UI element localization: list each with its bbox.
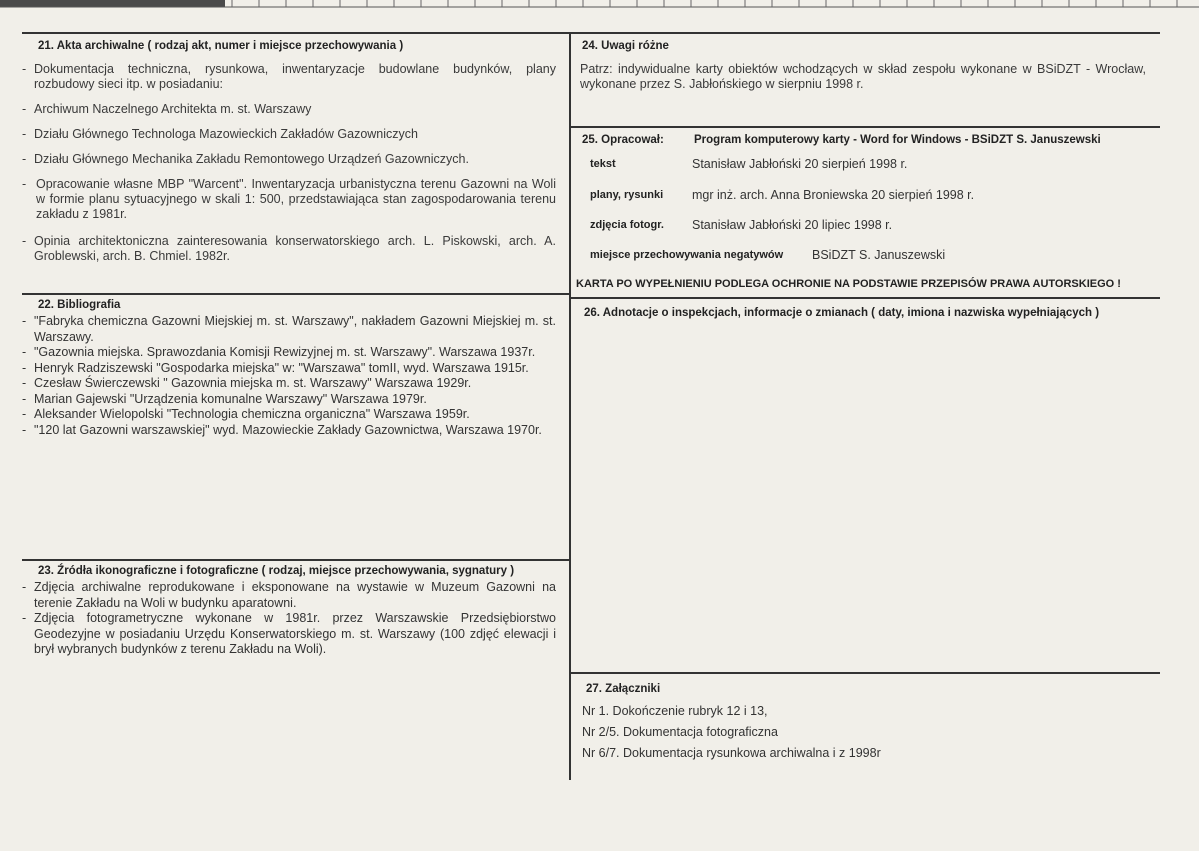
s21-item-3: - Działu Głównego Technologa Mazowieckich Zakładów Gazowniczych: [22, 127, 418, 141]
attachment-2: Nr 2/5. Dokumentacja fotograficzna: [582, 725, 778, 739]
iconography-list: [22, 580, 556, 658]
source-item-1: - Zdjęcia archiwalne reprodukowane i eksponowane na wystawie w Muzeum Gazowni na terenie Zakładu na Woli w budynku aparatowni.: [22, 580, 556, 610]
section-23-title: 23. Źródła ikonograficzne i fotograficzne ( rodzaj, miejsce przechowywania, sygnatury ): [38, 565, 515, 577]
value-zdjecia: Stanisław Jabłoński 20 lipiec 1998 r.: [692, 218, 893, 232]
bib-item-1: - "Fabryka chemiczna Gazowni Miejskiej m. st. Warszawy", nakładem Gazowni Miejskiej m. st. Warszawy.: [22, 314, 556, 344]
source-item-2: - Zdjęcia fotogrametryczne wykonane w 1981r. przez Warszawskie Przedsiębiorstwo Geodezyjne w posiadaniu Urzędu Konserwatorskiego m. st. Warszawy (100 zdjęć elewacji i brył wybranych budynków z terenu Zakładu na Woli).: [22, 611, 556, 656]
bib-item-4: - Czesław Świerczewski " Gazownia miejska m. st. Warszawy" Warszawa 1929r.: [22, 376, 472, 390]
s24-text: Patrz: indywidualne karty obiektów wchodzących w skład zespołu wykonane w BSiDZT - Wrocław, wykonane przez S. Jabłońskiego w sierpniu 1998 r.: [580, 62, 1146, 91]
s21-item-2: - Archiwum Naczelnego Architekta m. st. Warszawy: [22, 102, 312, 116]
top-border-right: [570, 32, 1160, 34]
top-ruler-strip: [0, 0, 1199, 14]
bib-item-3: - Henryk Radziszewski "Gospodarka miejska" w: "Warszawa" tomII, wyd. Warszawa 1915r.: [22, 360, 529, 375]
bib-item-6: - Aleksander Wielopolski "Technologia chemiczna organiczna" Warszawa 1959r.: [22, 407, 470, 421]
center-divider: [569, 32, 571, 780]
divider-26-27: [570, 672, 1160, 674]
s21-item-4: - Działu Głównego Mechanika Zakładu Remontowego Urządzeń Gazowniczych.: [22, 152, 469, 166]
bib-item-5: - Marian Gajewski "Urządzenia komunalne Warszawy" Warszawa 1979r.: [22, 391, 427, 406]
divider-24-25: [570, 126, 1160, 128]
s21-item-1: - Dokumentacja techniczna, rysunkowa, inwentaryzacje budowlane budynków, plany rozbudowy sieci itp. w posiadaniu:: [22, 62, 556, 91]
label-negatywy: miejsce przechowywania negatywów: [590, 249, 784, 261]
top-border-left: [22, 32, 570, 34]
section-25-title: 25. Opracował:: [582, 134, 664, 146]
bib-item-7: - "120 lat Gazowni warszawskiej" wyd. Mazowieckie Zakłady Gazownictwa, Warszawa 1970r.: [22, 422, 542, 437]
attachment-3: Nr 6/7. Dokumentacja rysunkowa archiwalna i z 1998r: [582, 746, 881, 760]
value-tekst: Stanisław Jabłoński 20 sierpień 1998 r.: [692, 157, 908, 171]
copyright-notice: KARTA PO WYPEŁNIENIU PODLEGA OCHRONIE NA PODSTAWIE PRZEPISÓW PRAWA AUTORSKIEGO !: [576, 278, 1121, 290]
section-26-title: 26. Adnotacje o inspekcjach, informacje o zmianach ( daty, imiona i nazwiska wypełniających ): [584, 307, 1100, 319]
attachment-1: Nr 1. Dokończenie rubryk 12 i 13,: [582, 704, 768, 718]
divider-25-26: [570, 297, 1160, 299]
section-24-title: 24. Uwagi różne: [582, 40, 669, 52]
program-label: Program komputerowy karty - Word for Windows - BSiDZT S. Januszewski: [694, 134, 1101, 146]
section-27-title: 27. Załączniki: [586, 683, 661, 695]
section-21-title: 21. Akta archiwalne ( rodzaj akt, numer i miejsce przechowywania ): [38, 40, 404, 52]
bibliography-list: [22, 314, 556, 438]
divider-22-23: [22, 559, 570, 561]
value-plany: mgr inż. arch. Anna Broniewska 20 sierpień 1998 r.: [692, 188, 975, 202]
section-22-title: 22. Bibliografia: [38, 299, 121, 311]
value-negatywy: BSiDZT S. Januszewski: [812, 248, 946, 262]
s21-item-6: - Opinia architektoniczna zainteresowania konserwatorskiego arch. L. Piskowski, arch. A. Groblewski, arch. B. Chmiel. 1982r.: [22, 234, 556, 263]
label-plany: plany, rysunki: [590, 189, 664, 201]
divider-21-22: [22, 293, 570, 295]
bib-item-2: - "Gazownia miejska. Sprawozdania Komisji Rewizyjnej m. st. Warszawy". Warszawa 1937r.: [22, 345, 536, 359]
label-zdjecia: zdjęcia fotogr.: [590, 219, 664, 231]
s21-item-5: - Opracowanie własne MBP "Warcent". Inwentaryzacja urbanistyczna terenu Gazowni na Woli w formie planu sytuacyjnego w skali 1: 500, przedstawiająca stan zagospodarowania terenu zakładu z 1981r.: [22, 177, 556, 221]
label-tekst: tekst: [590, 158, 616, 170]
